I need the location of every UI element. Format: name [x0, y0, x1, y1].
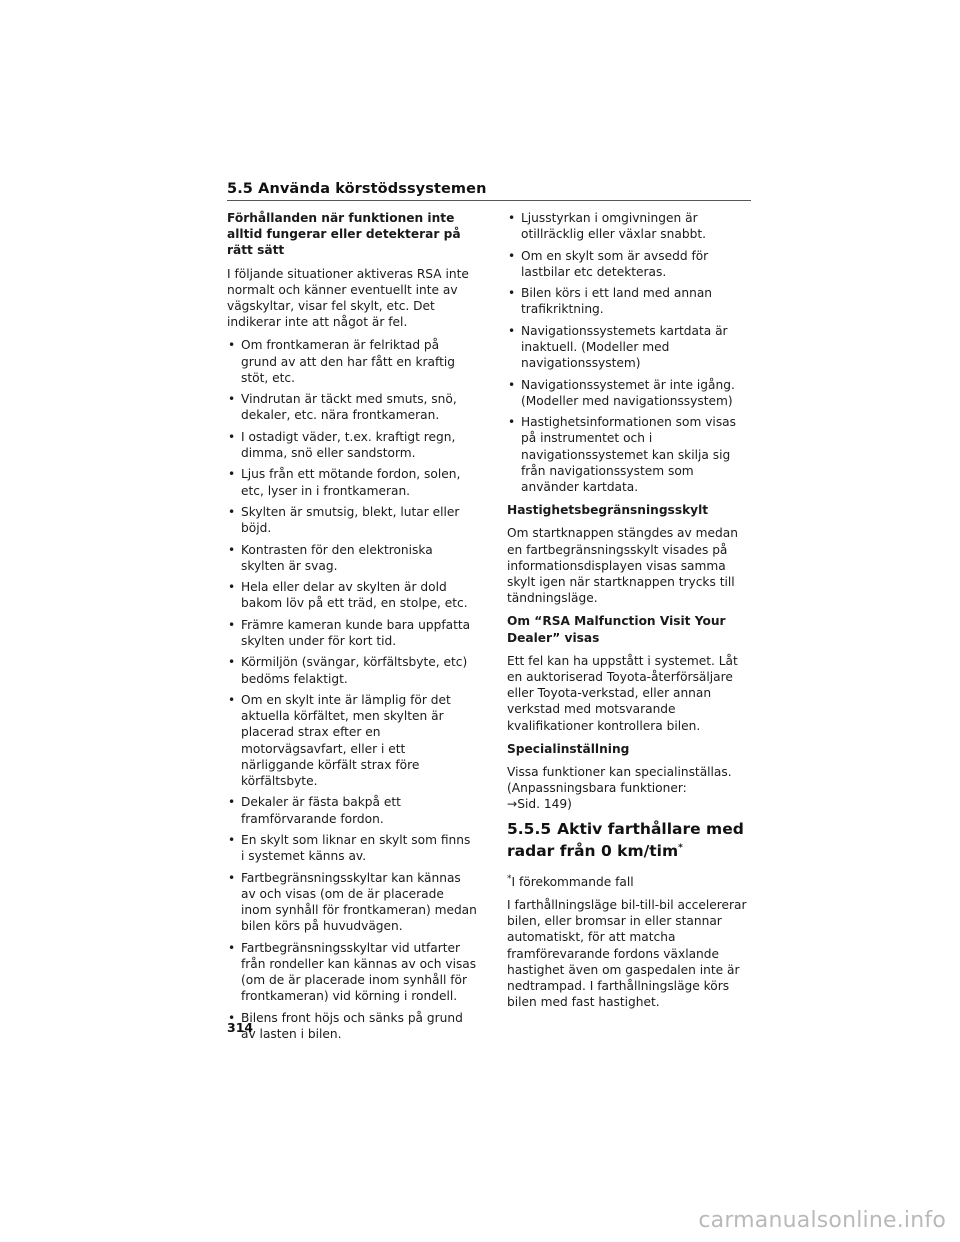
page-number: 314	[227, 1020, 254, 1035]
footnote-text: I förekommande fall	[511, 874, 634, 889]
footnote-marker: *	[507, 873, 512, 884]
list-item: • Hela eller delar av skylten är dold bakom löv på ett träd, en stolpe, etc.	[227, 579, 477, 611]
list-item: • Navigationssystemet är inte igång. (Modeller med navigationssystem)	[507, 377, 751, 409]
section-title: 5.5 Använda körstödssystemen	[227, 181, 487, 197]
speed-sign-text: Om startknappen stängdes av medan en fartbegränsningsskylt visades på informationsdisplayen visas samma skylt igen när startknappen trycks till tändningsläge.	[507, 526, 738, 606]
conditions-list-continued	[507, 210, 751, 495]
special-setting-heading: Specialinställning	[507, 741, 630, 756]
conditions-heading: Förhållanden när funktionen inte alltid fungerar eller detekterar på rätt sätt	[227, 211, 461, 258]
list-item: • En skylt som liknar en skylt som finns i systemet känns av.	[227, 832, 477, 864]
cruise-control-description: I farthållningsläge bil-till-bil accelererar bilen, eller bromsar in eller stannar automatiskt, för att matcha framförevarande fordons växlande hastighet även om gaspedalen inte är nedtrampad. I farthållningsläge körs bilen med fast hastighet.	[507, 898, 747, 1010]
conditions-intro: I följande situationer aktiveras RSA inte normalt och känner eventuellt inte av vägskyltar, visar fel skylt, etc. Det indikerar inte att något är fel.	[227, 266, 469, 330]
page-reference-link[interactable]: →Sid. 149)	[507, 797, 572, 812]
special-setting-text	[507, 764, 751, 813]
list-item: • Bilens front höjs och sänks på grund av lasten i bilen.	[227, 1010, 477, 1042]
footnote-marker: *	[678, 842, 683, 853]
right-column	[507, 210, 751, 1017]
list-item: • Dekaler är fästa bakpå ett framförvarande fordon.	[227, 794, 477, 826]
footnote	[507, 871, 751, 890]
list-item: • Främre kameran kunde bara uppfatta skylten under för kort tid.	[227, 617, 477, 649]
section-5-5-5-heading	[507, 820, 751, 861]
special-setting-body: Vissa funktioner kan specialinställas. (Anpassningsbara funktioner:	[507, 765, 732, 796]
section-number: 5.5.5	[507, 819, 552, 838]
section-header	[227, 178, 751, 201]
list-item: • Körmiljön (svängar, körfältsbyte, etc) bedöms felaktigt.	[227, 654, 477, 686]
malfunction-text: Ett fel kan ha uppstått i systemet. Låt en auktoriserad Toyota-återförsäljare eller Toyota-verkstad, eller annan verkstad med motsvarande kvalifikationer kontrollera bilen.	[507, 653, 738, 733]
list-item: • Ljus från ett mötande fordon, solen, etc, lyser in i frontkameran.	[227, 466, 477, 498]
watermark: carmanualsonline.info	[698, 1208, 946, 1233]
list-item: • Om en skylt som är avsedd för lastbilar etc detekteras.	[507, 248, 751, 280]
list-item: • Ljusstyrkan i omgivningen är otillräcklig eller växlar snabbt.	[507, 210, 751, 242]
list-item: • Navigationssystemets kartdata är inaktuell. (Modeller med navigationssystem)	[507, 323, 751, 372]
list-item: • Bilen körs i ett land med annan trafikriktning.	[507, 285, 751, 317]
list-item: • Fartbegränsningsskyltar vid utfarter från rondeller kan kännas av och visas (om de är placerade inom synhåll för frontkameran) vid körning i rondell.	[227, 940, 477, 1005]
list-item: • Kontrasten för den elektroniska skylten är svag.	[227, 542, 477, 574]
malfunction-heading: Om “RSA Malfunction Visit Your Dealer” visas	[507, 614, 726, 645]
conditions-list	[227, 337, 477, 1042]
list-item: • Fartbegränsningsskyltar kan kännas av och visas (om de är placerade inom synhåll för frontkameran) medan bilen körs på huvudvägen.	[227, 870, 477, 935]
list-item: • I ostadigt väder, t.ex. kraftigt regn, dimma, snö eller sandstorm.	[227, 429, 477, 461]
list-item: • Om en skylt inte är lämplig för det aktuella körfältet, men skylten är placerad strax efter en motorvägsavfart, eller i ett närliggande körfält strax före körfältsbyte.	[227, 692, 477, 789]
speed-sign-heading: Hastighetsbegränsningsskylt	[507, 503, 709, 518]
list-item: • Om frontkameran är felriktad på grund av att den har fått en kraftig stöt, etc.	[227, 337, 477, 386]
section-heading-title: Aktiv farthållare med radar från 0 km/tim	[507, 819, 744, 860]
left-column	[227, 210, 477, 1049]
list-item: • Hastighetsinformationen som visas på instrumentet och i navigationssystemet kan skilja sig från navigationssystem som använder kartdata.	[507, 414, 751, 495]
list-item: • Skylten är smutsig, blekt, lutar eller böjd.	[227, 504, 477, 536]
list-item: • Vindrutan är täckt med smuts, snö, dekaler, etc. nära frontkameran.	[227, 391, 477, 423]
